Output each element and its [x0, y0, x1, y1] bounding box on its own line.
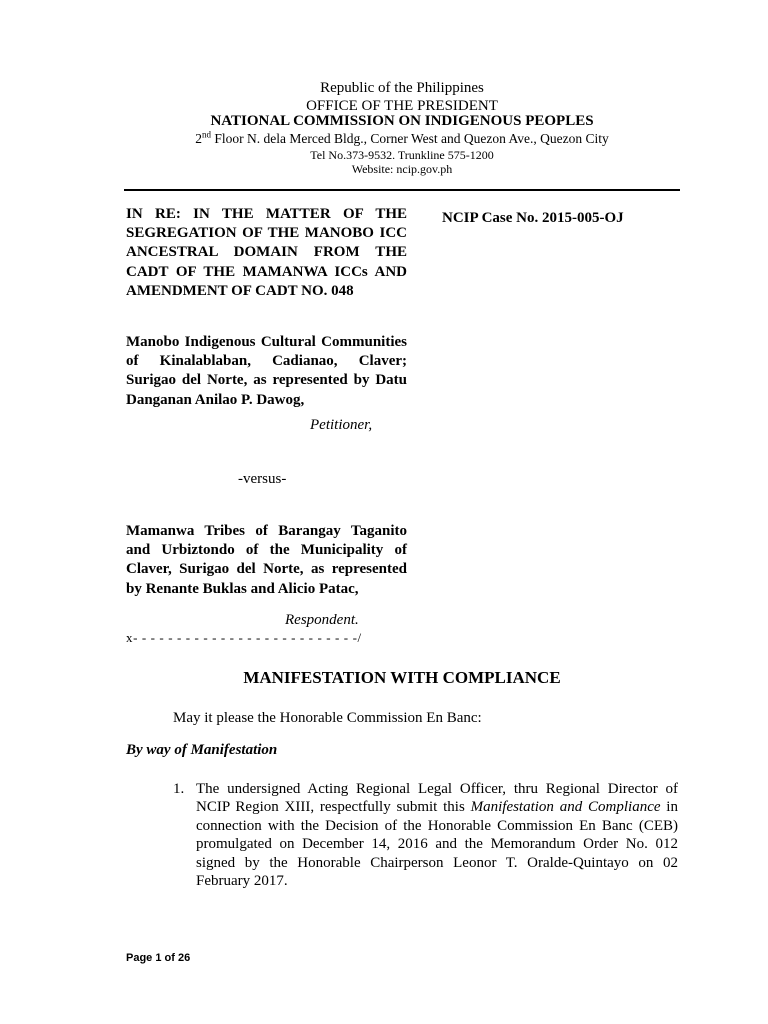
header-telephone: Tel No.373-9532. Trunkline 575-1200	[310, 148, 494, 162]
address-ordinal: nd	[202, 129, 212, 140]
header-address	[0, 131, 768, 147]
list-item-text-part2: in connection with the Decision of the Honorable Commission En Banc (CEB) promulgated on December 14, 2016 and the Memorandum Order No. 012 signed by the Honorable Chairperson Leonor T. Oralde-Quintayo on 02 February 2017.	[196, 799, 678, 890]
header-office: OFFICE OF THE PRESIDENT	[306, 98, 498, 114]
list-item-text-part1: The undersigned Acting Regional Legal Officer, thru Regional Director of NCIP Region XIII, respectfully submit this	[196, 781, 678, 816]
salutation: May it please the Honorable Commission En Banc:	[173, 710, 482, 726]
section-heading: By way of Manifestation	[126, 742, 278, 758]
document-title: MANIFESTATION WITH COMPLIANCE	[243, 668, 561, 687]
respondent-party: Mamanwa Tribes of Barangay Taganito and Urbiztondo of the Municipality of Claver, Surigao del Norte, as represented by Renante Buklas and Alicio Patac,	[126, 523, 407, 597]
header-republic: Republic of the Philippines	[320, 80, 484, 96]
respondent-label: Respondent.	[285, 612, 359, 628]
caption-closing-line: x- - - - - - - - - - - - - - - - - - - - - - - - - -/	[126, 630, 362, 645]
petitioner-party: Manobo Indigenous Cultural Communities of Kinalablaban, Cadianao, Claver; Surigao del Norte, as represented by Datu Danganan Anilao P. Dawog,	[126, 334, 407, 408]
case-caption-in-re: IN RE: IN THE MATTER OF THE SEGREGATION OF THE MANOBO ICC ANCESTRAL DOMAIN FROM THE CADT OF THE MAMANWA ICCs AND AMENDMENT OF CADT NO. 048	[126, 206, 407, 299]
address-text: Floor N. dela Merced Bldg., Corner West and Quezon Ave., Quezon City	[211, 131, 609, 146]
page-number: Page 1 of 26	[126, 952, 191, 964]
petitioner-label: Petitioner,	[310, 417, 373, 433]
list-item-text-italic: Manifestation and Compliance	[470, 799, 661, 816]
case-number: NCIP Case No. 2015-005-OJ	[442, 210, 624, 226]
header-divider	[124, 189, 680, 191]
versus-label: -versus-	[238, 471, 287, 487]
list-item-number: 1.	[173, 781, 185, 797]
list-item-text	[196, 780, 678, 890]
address-number: 2	[195, 131, 203, 146]
header-website: Website: ncip.gov.ph	[351, 162, 453, 176]
header-commission: NATIONAL COMMISSION ON INDIGENOUS PEOPLES	[210, 113, 594, 129]
